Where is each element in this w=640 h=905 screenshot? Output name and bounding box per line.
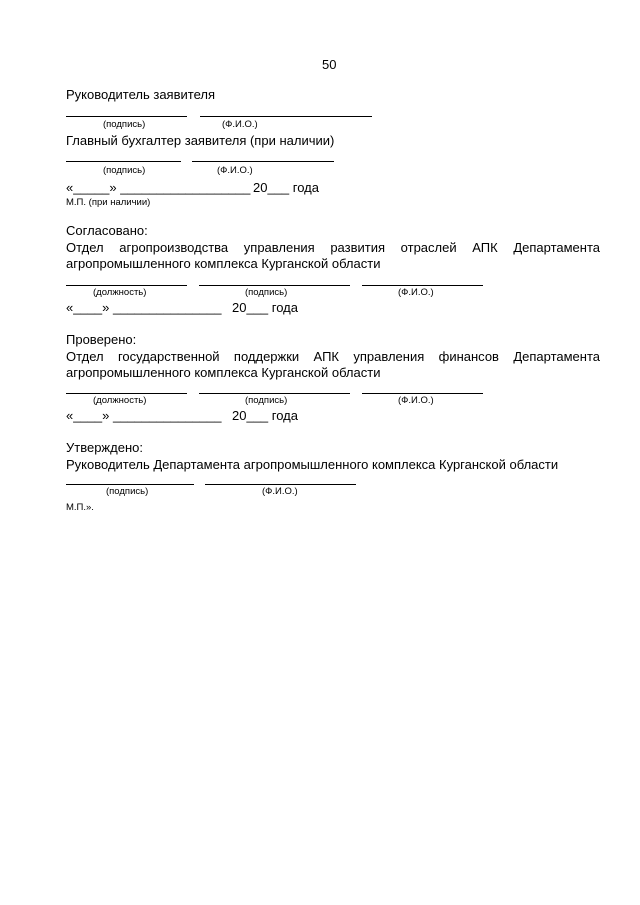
agreed-fio-line: [362, 285, 483, 286]
head-signature-caption: (подпись): [103, 119, 146, 130]
applicant-stamp: М.П. (при наличии): [66, 197, 151, 208]
agreed-fio-caption: (Ф.И.О.): [398, 287, 434, 298]
accountant-fio-caption: (Ф.И.О.): [217, 165, 253, 176]
accountant-label: Главный бухгалтер заявителя (при наличии): [66, 133, 335, 148]
checked-fio-caption: (Ф.И.О.): [398, 395, 434, 406]
accountant-signature-line: [66, 161, 181, 162]
approved-heading: Утверждено:: [66, 440, 143, 455]
head-signature-line: [66, 116, 187, 117]
agreed-heading: Согласовано:: [66, 223, 148, 238]
checked-org-line1: Отдел государственной поддержки АПК управления финансов Департамента: [66, 349, 600, 364]
approved-signature-caption: (подпись): [106, 486, 149, 497]
approved-fio-line: [205, 484, 356, 485]
agreed-position-line: [66, 285, 187, 286]
agreed-signature-caption: (подпись): [245, 287, 288, 298]
head-fio-line: [200, 116, 372, 117]
date-month-blank: » __________________: [109, 180, 251, 195]
checked-year: 20___ года: [232, 408, 298, 423]
agreed-org-line2: агропромышленного комплекса Курганской области: [66, 256, 381, 271]
date-day-blank: _____: [73, 180, 110, 195]
head-fio-caption: (Ф.И.О.): [222, 119, 258, 130]
checked-org-line2: агропромышленного комплекса Курганской области: [66, 365, 381, 380]
checked-fio-line: [362, 393, 483, 394]
agreed-signature-line: [199, 285, 350, 286]
checked-heading: Проверено:: [66, 332, 137, 347]
applicant-date-line: [66, 180, 250, 195]
checked-date: «____» _______________: [66, 408, 222, 423]
agreed-date: «____» _______________: [66, 300, 222, 315]
checked-signature-line: [199, 393, 350, 394]
approved-stamp: М.П.».: [66, 502, 94, 513]
applicant-year: 20___ года: [253, 180, 319, 195]
date-open-quote: «: [66, 180, 74, 195]
approved-org-line: Руководитель Департамента агропромышленного комплекса Курганской области: [66, 457, 559, 472]
page-number: 50: [322, 57, 337, 72]
agreed-position-caption: (должность): [93, 287, 147, 298]
checked-position-caption: (должность): [93, 395, 147, 406]
approved-signature-line: [66, 484, 194, 485]
checked-position-line: [66, 393, 187, 394]
accountant-signature-caption: (подпись): [103, 165, 146, 176]
checked-signature-caption: (подпись): [245, 395, 288, 406]
applicant-head-label: Руководитель заявителя: [66, 87, 215, 102]
approved-fio-caption: (Ф.И.О.): [262, 486, 298, 497]
agreed-org-line1: Отдел агропроизводства управления развития отраслей АПК Департамента: [66, 240, 600, 255]
agreed-year: 20___ года: [232, 300, 298, 315]
accountant-fio-line: [192, 161, 334, 162]
